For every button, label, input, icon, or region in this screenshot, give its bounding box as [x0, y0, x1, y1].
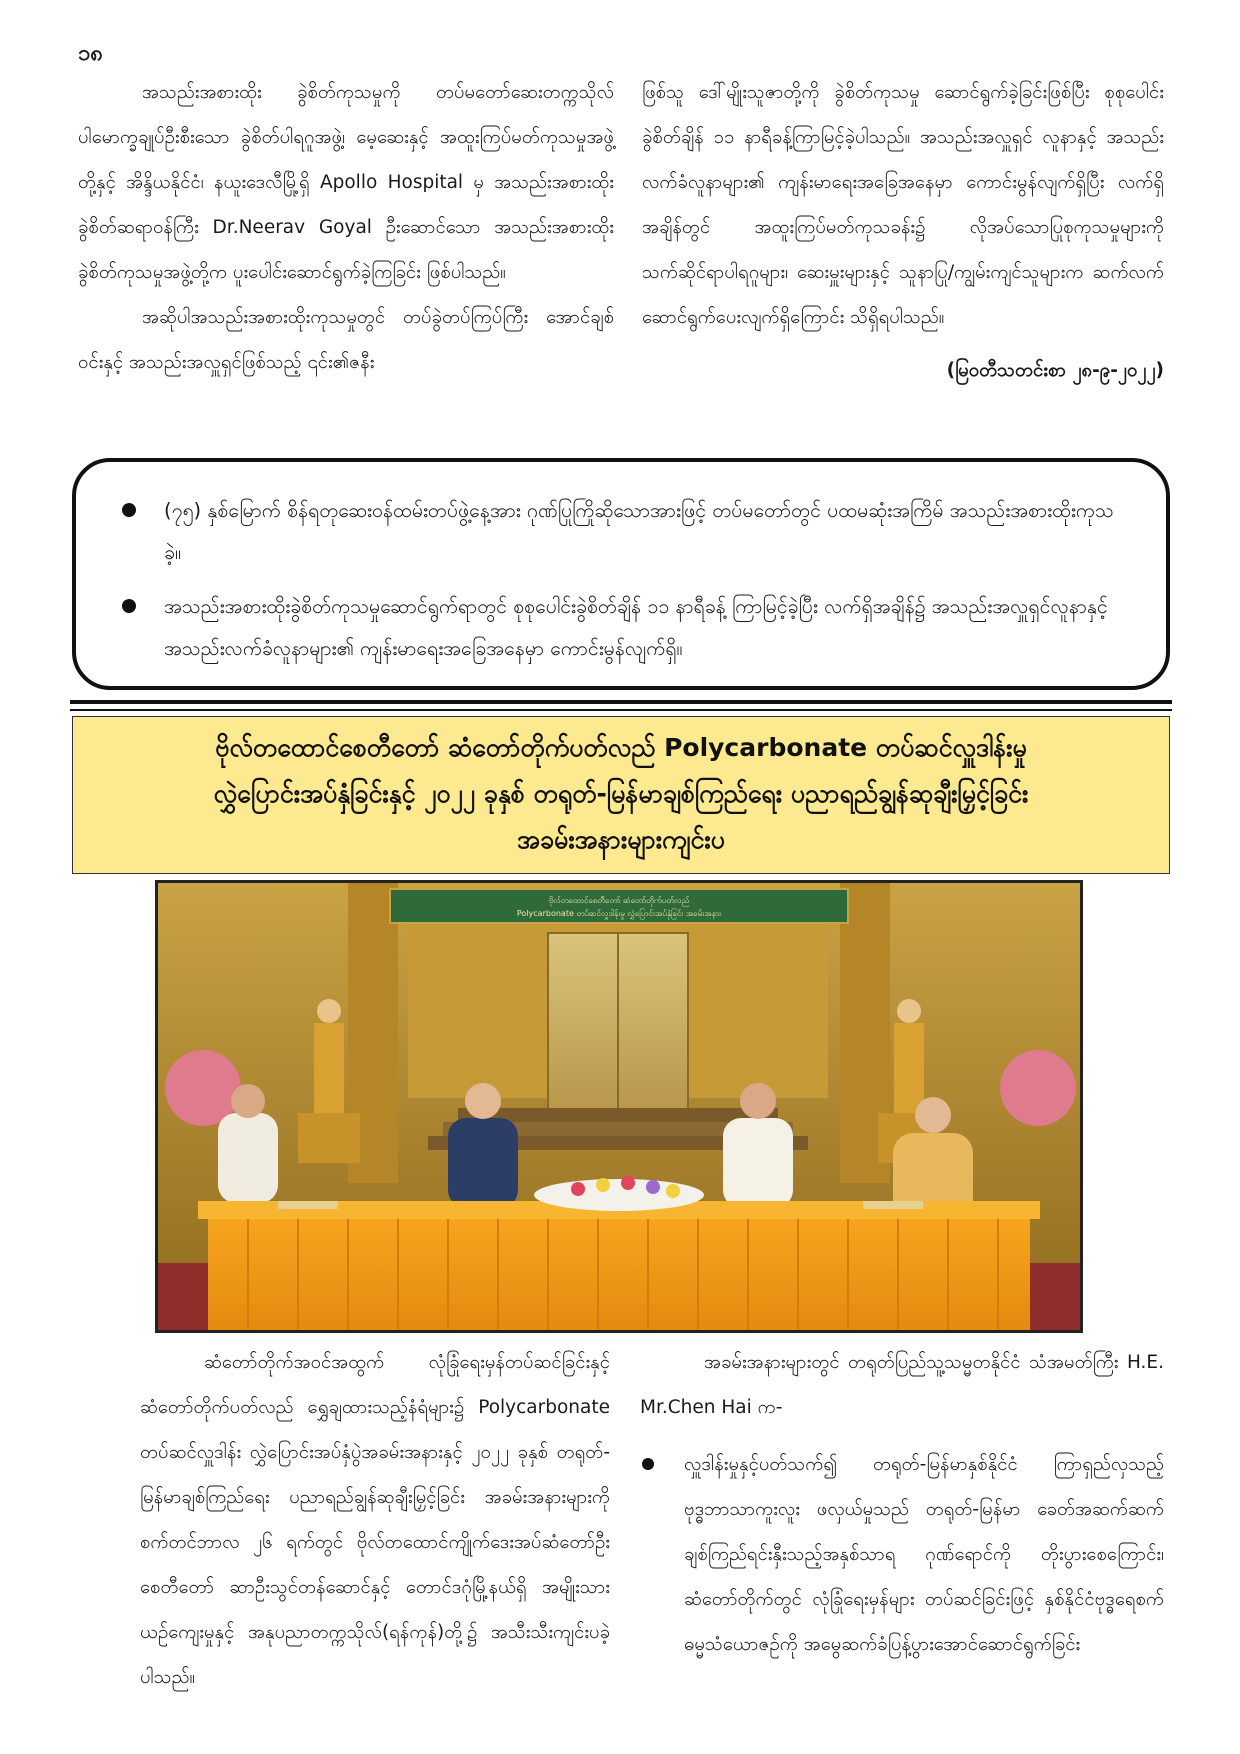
summary-item: [116, 586, 1126, 670]
paragraph: ဖြစ်သူ ဒေါ်မျိုးသူဇာတို့ကို ခွဲစိတ်ကုသမှု ဆောင်ရွက်ခဲ့ခြင်းဖြစ်ပြီး စုစုပေါင်းခွဲစိတ်ချိန် ၁၁ နာရီခန့်ကြာမြင့်ခဲ့ပါသည်။ အသည်းအလှူရှင် လူနာနှင့် အသည်းလက်ခံလူနာများ၏ ကျန်းမာရေးအခြေအနေမှာ ကောင်းမွန်လျက်ရှိပြီး လက်ရှိအချိန်တွင် အထူးကြပ်မတ်ကုသခန်း၌ လိုအပ်သောပြုစုကုသမှုများကို သက်ဆိုင်ရာပါရဂူများ၊ ဆေးမှူးများနှင့် သူနာပြု/ကျွမ်းကျင်သူများက ဆက်လက်ဆောင်ရွက်ပေးလျက်ရှိကြောင်း သိရှိရပါသည်။: [642, 82, 1164, 328]
article-column-top-left: [78, 70, 614, 385]
paragraph: အသည်းအစားထိုး ခွဲစိတ်ကုသမှုကို တပ်မတော်ဆေးတက္ကသိုလ် ပါမောက္ခချုပ်ဦးစီးသော ခွဲစိတ်ပါရဂူအဖွဲ့၊ မေ့ဆေးနှင့် အထူးကြပ်မတ်ကုသမှုအဖွဲ့တို့နှင့် အိန္ဒိယနိုင်ငံ၊ နယူးဒေလီမြို့ရှိ Apollo Hospital မှ အသည်းအစားထိုးခွဲစိတ်ဆရာဝန်ကြီး Dr.Neerav Goyal ဦးဆောင်သော အသည်းအစားထိုးခွဲစိတ်ကုသမှုအဖွဲ့တို့က ပူးပေါင်းဆောင်ရွက်ခဲ့ကြခြင်း ဖြစ်ပါသည်။: [78, 82, 614, 283]
article-headline: [72, 716, 1170, 874]
quote-list: [640, 1442, 1164, 1667]
summary-list: [116, 490, 1126, 670]
article-column-bottom-left: [140, 1340, 610, 1700]
headline-line: လွှဲပြောင်းအပ်နှံခြင်းနှင့် ၂၀၂၂ ခုနှစ် တရုတ်-မြန်မာချစ်ကြည်ရေး ပညာရည်ချွန်ဆုချီးမြှင့်ခြင်း: [213, 779, 1029, 808]
source-citation: (မြဝတီသတင်းစာ ၂၈-၉-၂၀၂၂): [946, 360, 1164, 381]
summary-text: အသည်းအစားထိုးခွဲစိတ်ကုသမှုဆောင်ရွက်ရာတွင် စုစုပေါင်းခွဲစိတ်ချိန် ၁၁ နာရီခန့် ကြာမြင့်ခဲ့ပြီး လက်ရှိအချိန်၌ အသည်းအလှူရှင်လူနာနှင့် အသည်းလက်ခံလူနာများ၏ ကျန်းမာရေးအခြေအနေမှာ ကောင်းမွန်လျက်ရှိ။: [164, 595, 1108, 660]
page-number: ၁၈: [78, 41, 103, 66]
headline-line: အခမ်းအနားများကျင်းပ: [517, 825, 725, 854]
paragraph: ဆံတော်တိုက်အဝင်အထွက် လုံခြုံရေးမှန်တပ်ဆင်ခြင်းနှင့် ဆံတော်တိုက်ပတ်လည် ရွှေချထားသည့်နံရံများ၌ Polycarbonate တပ်ဆင်လှူဒါန်း လွှဲပြောင်းအပ်နှံပွဲအခမ်းအနားနှင့် ၂၀၂၂ ခုနှစ် တရုတ်-မြန်မာချစ်ကြည်ရေး ပညာရည်ချွန်ဆုချီးမြှင့်ခြင်း အခမ်းအနားများကို စက်တင်ဘာလ ၂၆ ရက်တွင် ဗိုလ်တထောင်ကျိုက်ဒေးအပ်ဆံတော်ဦးစေတီတော် ဆာဦးသွင်တန်ဆောင်နှင့် တောင်ဒဂုံမြို့နယ်ရှိ အမျိုးသားယဉ်ကျေးမှုနှင့် အနုပညာတက္ကသိုလ်(ရန်ကုန်)တို့၌ အသီးသီးကျင်းပခဲ့ပါသည်။: [140, 1352, 610, 1688]
headline-line: ဗိုလ်တထောင်စေတီတော် ဆံတော်တိုက်ပတ်လည် Polycarbonate တပ်ဆင်လှူဒါန်းမှု: [215, 733, 1027, 762]
quote-item: [640, 1442, 1164, 1667]
article-column-top-right: [642, 70, 1164, 393]
summary-box: [72, 458, 1170, 690]
bullet-icon: [122, 503, 136, 517]
bullet-icon: [642, 1458, 654, 1470]
divider-thin: [70, 709, 1172, 711]
bullet-icon: [122, 599, 136, 613]
ceremony-photo-illustration: [158, 883, 1080, 1330]
banner-text: Polycarbonate တပ်ဆင်လှူဒါန်းမှု လွှဲပြောင်းအပ်နှံခြင်း အခမ်းအနား: [516, 909, 722, 918]
banner-text: ဗိုလ်တထောင်စေတီတော် ဆံတော်တိုက်ပတ်လည်: [548, 896, 690, 905]
paragraph: အခမ်းအနားများတွင် တရုတ်ပြည်သူ့သမ္မတနိုင်ငံ သံအမတ်ကြီး H.E. Mr.Chen Hai က-: [640, 1352, 1164, 1418]
divider-thick: [70, 700, 1172, 704]
quote-text: လှူဒါန်းမှုနှင့်ပတ်သက်၍ တရုတ်-မြန်မာနှစ်နိုင်ငံ ကြာရှည်လှသည့် ဗုဒ္ဓဘာသာကူးလူး ဖလှယ်မှုသည် တရုတ်-မြန်မာ ခေတ်အဆက်ဆက် ချစ်ကြည်ရင်းနှီးသည့်အနှစ်သာရ ဂုဏ်ရောင်ကို တိုးပွားစေကြောင်း၊ ဆံတော်တိုက်တွင် လုံခြုံရေးမှန်များ တပ်ဆင်ခြင်းဖြင့် နှစ်နိုင်ငံဗုဒ္ဓရေစက်ဓမ္မသံယောဇဉ်ကို အမွေဆက်ခံပြန့်ပွားအောင်ဆောင်ရွက်ခြင်း: [684, 1454, 1164, 1655]
ceremony-photo: [155, 880, 1083, 1333]
paragraph: အဆိုပါအသည်းအစားထိုးကုသမှုတွင် တပ်ခွဲတပ်ကြပ်ကြီး အောင်ချစ်ဝင်းနှင့် အသည်းအလှူရှင်ဖြစ်သည့် ၎င်း၏ဇနီး: [78, 307, 614, 373]
summary-text: (၇၅) နှစ်မြောက် စိန်ရတုဆေးဝန်ထမ်းတပ်ဖွဲ့နေ့အား ဂုဏ်ပြုကြိုဆိုသောအားဖြင့် တပ်မတော်တွင် ပထမဆုံးအကြိမ် အသည်းအစားထိုးကုသခဲ့။: [164, 499, 1114, 564]
summary-item: [116, 490, 1126, 574]
article-column-bottom-right: [640, 1340, 1164, 1667]
